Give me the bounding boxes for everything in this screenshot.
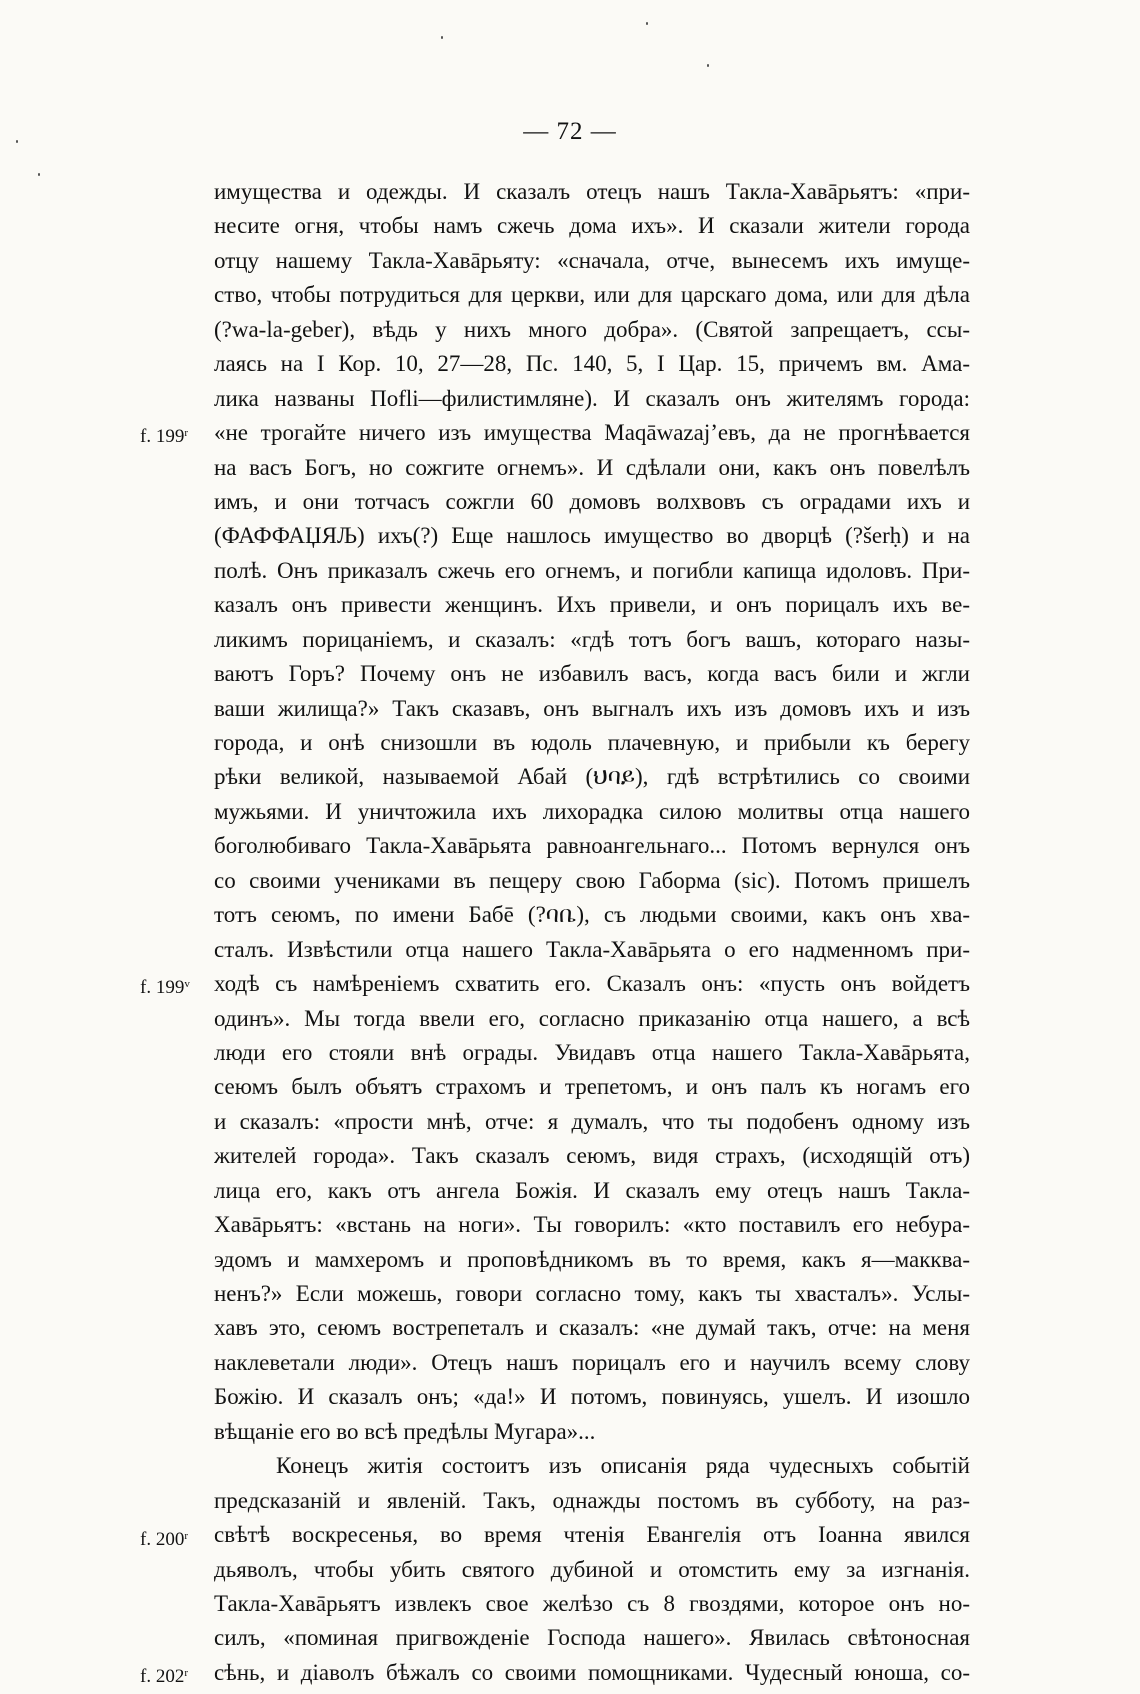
print-speck bbox=[441, 36, 443, 39]
text-line: дьяволъ, чтобы убить святого дубиной и отомстить ему за изгнанія. bbox=[214, 1556, 970, 1582]
text-line: люди его стояли внѣ ограды. Увидавъ отца нашего Такла-Хавāрьята, bbox=[214, 1039, 970, 1065]
print-speck bbox=[707, 64, 709, 67]
text-line: одинъ». Мы тогда ввели его, согласно приказанію отца нашего, а всѣ bbox=[214, 1005, 970, 1031]
print-speck bbox=[38, 173, 40, 176]
folio-side: r bbox=[184, 427, 188, 440]
text-line: свѣтѣ воскресенья, во время чтенія Евангелія отъ Іоанна явился bbox=[214, 1522, 970, 1548]
text-line: казалъ онъ привести женщинъ. Ихъ привели, и онъ порицалъ ихъ ве- bbox=[214, 592, 970, 618]
text-line: сеюмъ былъ объятъ страхомъ и трепетомъ, и онъ палъ къ ногамъ его bbox=[214, 1074, 970, 1100]
text-line: Божію. И сказалъ онъ; «да!» И потомъ, повинуясь, ушелъ. И изошло bbox=[214, 1384, 970, 1410]
folio-margin-note bbox=[140, 967, 214, 1005]
folio-margin-note bbox=[140, 416, 214, 454]
folio-side: v bbox=[184, 978, 190, 991]
folio-number: f. 202 bbox=[140, 1666, 185, 1688]
text-line: Такла-Хавāрьятъ извлекъ свое желѣзо съ 8 гвоздями, которое онъ но- bbox=[214, 1590, 970, 1616]
folio-number: f. 199 bbox=[140, 426, 185, 448]
text-line: ликимъ порицаніемъ, и сказалъ: «гдѣ тотъ богъ вашъ, котораго назы- bbox=[214, 626, 970, 652]
text-line: имущества и одежды. И сказалъ отецъ нашъ Такла-Хавāрьятъ: «при- bbox=[214, 179, 970, 204]
main-text bbox=[214, 175, 970, 1690]
text-line: лаясь на I Кор. 10, 27—28, Пс. 140, 5, I Цар. 15, причемъ вм. Ама- bbox=[214, 351, 970, 377]
text-line: наклеветали люди». Отецъ нашъ порицалъ его и научилъ всему слову bbox=[214, 1349, 970, 1375]
text-line: эдомъ и мамхеромъ и проповѣдникомъ въ то время, какъ я—макква- bbox=[214, 1246, 970, 1272]
print-speck bbox=[646, 22, 648, 25]
text-line: Конецъ житія состоитъ изъ описанія ряда чудесныхъ событій bbox=[276, 1453, 970, 1479]
page-number: — 72 — bbox=[523, 118, 617, 145]
text-line: города, и онѣ снизошли въ юдоль плачевную, и прибыли къ берегу bbox=[214, 730, 970, 755]
folio-margin-note bbox=[140, 1519, 214, 1557]
text-line: (?wa-la-geber), вѣдь у нихъ много добра». (Святой запрещаетъ, ссы- bbox=[214, 316, 970, 342]
text-line: ваютъ Горъ? Почему онъ не избавилъ васъ, когда васъ били и жгли bbox=[214, 661, 970, 687]
text-line: тотъ сеюмъ, по имени Бабē (?ባቤ), съ людьми своими, какъ онъ хва- bbox=[214, 902, 970, 928]
text-line: имъ, и они тотчасъ сожгли 60 домовъ волхвовъ съ оградами ихъ и bbox=[214, 488, 970, 514]
text-line: со своими учениками въ пещеру свою Габорма (sic). Потомъ пришелъ bbox=[214, 867, 970, 893]
text-line: ваши жилища?» Такъ сказавъ, онъ выгналъ ихъ изъ домовъ ихъ и изъ bbox=[214, 695, 970, 721]
text-line: рѣки великой, называемой Абай (ህባይ), гдѣ встрѣтились со своими bbox=[214, 764, 970, 790]
text-line: ство, чтобы потрудиться для церкви, или для царскаго дома, или для дѣла bbox=[214, 282, 970, 308]
text-line: жителей города». Такъ сказалъ сеюмъ, видя страхъ, (исходящій отъ) bbox=[214, 1143, 970, 1169]
text-line: отцу нашему Такла-Хавāрьяту: «сначала, отче, вынесемъ ихъ имуще- bbox=[214, 247, 970, 273]
text-line: предсказаній и явленій. Такъ, однажды постомъ въ субботу, на раз- bbox=[214, 1487, 970, 1513]
text-line: ходѣ съ намѣреніемъ схватить его. Сказалъ онъ: «пусть онъ войдетъ bbox=[214, 971, 970, 997]
text-line: сѣнь, и діаволъ бѣжалъ со своими помощниками. Чудесный юноша, со- bbox=[214, 1659, 970, 1685]
folio-margin-note bbox=[140, 1656, 214, 1694]
text-line: «не трогайте ничего изъ имущества Maqāwazaj’евъ, да не прогнѣвается bbox=[214, 420, 970, 446]
print-speck bbox=[16, 140, 18, 143]
text-line: полѣ. Онъ приказалъ сжечь его огнемъ, и погибли капища идоловъ. При- bbox=[214, 557, 970, 583]
text-line: силъ, «поминая пригвожденіе Господа нашего». Явилась свѣтоносная bbox=[214, 1625, 970, 1651]
text-line: сталъ. Извѣстили отца нашего Такла-Хавāрьята о его надменномъ при- bbox=[214, 936, 970, 962]
text-line: на васъ Богъ, но сожгите огнемъ». И сдѣлали они, какъ онъ повелѣлъ bbox=[214, 454, 970, 480]
folio-side: r bbox=[184, 1529, 188, 1542]
text-line: лика названы Пofli—филистимляне). И сказалъ онъ жителямъ города: bbox=[214, 385, 970, 411]
text-line: мужьями. И уничтожила ихъ лихорадка силою молитвы отца нашего bbox=[214, 798, 970, 824]
folio-number: f. 199 bbox=[140, 977, 185, 999]
text-line: боголюбиваго Такла-Хавāрьята равноангельнаго... Потомъ вернулся онъ bbox=[214, 833, 970, 859]
text-line: лица его, какъ отъ ангела Божія. И сказалъ ему отецъ нашъ Такла- bbox=[214, 1177, 970, 1203]
text-line: хавъ это, сеюмъ вострепеталъ и сказалъ: «не думай такъ, отче: на меня bbox=[214, 1315, 970, 1341]
text-line: Хавāрьятъ: «встань на ноги». Ты говорилъ: «кто поставилъ его небура- bbox=[214, 1212, 970, 1238]
text-line: (ФАФФАЏЯЉ) ихъ(?) Еще нашлось имущество во дворцѣ (?šerḥ) и на bbox=[214, 523, 970, 549]
text-line: и сказалъ: «прости мнѣ, отче: я думалъ, что ты подобенъ одному изъ bbox=[214, 1108, 970, 1134]
folio-number: f. 200 bbox=[140, 1528, 185, 1550]
text-line: вѣщаніе его во всѣ предѣлы Мугара»... bbox=[214, 1418, 596, 1444]
folio-side: r bbox=[184, 1667, 188, 1680]
text-line: несите огня, чтобы намъ сжечь дома ихъ». И сказали жители города bbox=[214, 213, 970, 239]
text-line: ненъ?» Если можешь, говори согласно тому, какъ ты хвасталъ». Услы- bbox=[214, 1281, 970, 1306]
